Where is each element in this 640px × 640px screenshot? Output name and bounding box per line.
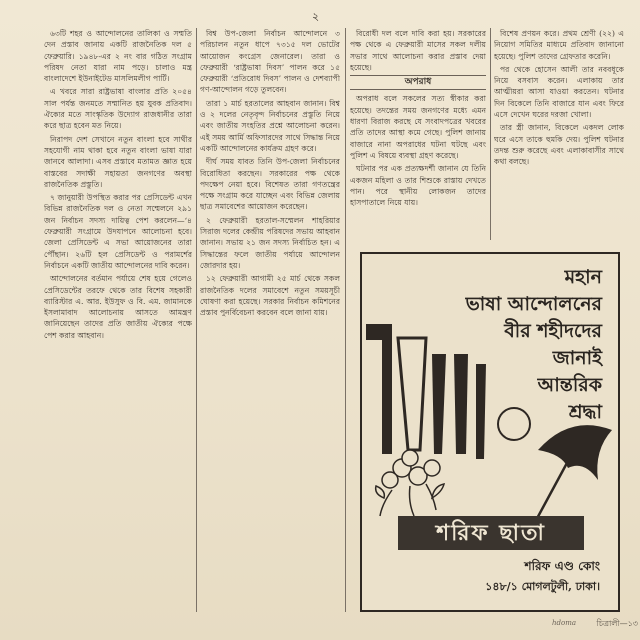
column-rule bbox=[345, 28, 346, 612]
brand-name: শরিফ ছাতা bbox=[398, 516, 584, 550]
section-heading: অপরাধ bbox=[350, 75, 486, 90]
paragraph: ৬৩টি শহর ও আন্দোলনের তালিকা ও সম্মতি দেন প্রস্তাব জানায় একটি রাজনৈতিক দল ৫ ফেব্রুয়ারি। ১৯৪৮-এর ২ নং বার গঠিত সংগ্রাম পরিষদ নেতা যারা নাম পড়ে। চালাও মন্ত্র বাংলাদেশে ইউনাইটেড মাসলিমলীগ পার্টি। bbox=[44, 29, 192, 84]
paragraph: ২ ফেব্রুয়ারী হরতাল-সম্মেলন শাহরিয়ার সিরাজ দলের কেন্দ্রীয় পরিষদের সভায় আহবান জানান। সভায় ২১ জন সদস্য নির্বাচিত হন। এ সিদ্ধান্তের ফলে জাতীয় পর্যায়ে আন্দোলন জোরদার হয়। bbox=[200, 215, 340, 270]
page-number: ২ bbox=[312, 10, 320, 23]
company-address: ১৪৮/১ মোগলটুলী, ঢাকা। bbox=[485, 580, 600, 593]
ad-headline-line: বীর শহীদদের bbox=[504, 320, 602, 342]
column-rule bbox=[490, 28, 491, 240]
column-rule bbox=[196, 28, 197, 612]
article-column-3 bbox=[350, 28, 486, 240]
photo-credit: hdoma bbox=[552, 619, 577, 627]
flower-icon bbox=[376, 450, 444, 516]
article-column-1 bbox=[44, 28, 192, 608]
paragraph: তারা ১ মার্চ হরতালের আহবান জানান। বিশ্ব ও ২ দলের নেতৃবৃন্দ নির্বাচনের প্রস্তুতি নিয়ে এবং জাতীয় সংহতির প্রশ্নে আলোচনা করেন। এই সময় আর্মি অফিসারদের সাথে সিদ্ধান্ত নিয়ে একটি আন্দোলনের কার্যক্রম গ্রহণ করে। bbox=[200, 98, 340, 153]
ad-headline-line: শ্রদ্ধা bbox=[568, 401, 602, 423]
ad-headline bbox=[382, 264, 602, 426]
paragraph: আন্দোলনের বর্তমান পর্যায়ে শেষ হয়ে গেলেও প্রেসিডেন্টের তরফে থেকে তার বিশেষ সহকারী ব্যারিস্টার এ. আর. ইউসুফ ও বি. এম. জামানকে ইসলামাবাদ আলোচনায় আসতে আমন্ত্রণ জানিয়েছেন তাদের প্রতি জাতীয় ঐক্যের পক্ষে পেশ করার আহবান। bbox=[44, 274, 192, 340]
ad-headline-line: আন্তরিক bbox=[537, 374, 602, 396]
paragraph: অপরাধ বলে সকলের সত্য স্বীকার করা হয়েছে। তদন্তের সময় জনগণের মধ্যে এমন ধারণা বিরাজ করছে যে সংবাদপত্রের খবরের প্রতি তাদের আস্থা কমে গেছে। পুলিশ জানায় বাজারে নানা অপরাধের ঘটনা ঘটছে এবং পুলিশ এ বিষয়ে ব্যবস্থা গ্রহণ করেছে। bbox=[350, 94, 486, 160]
paragraph: বিরোধী দল বলে দাবি করা হয়। সরকারের পক্ষ থেকে এ ফেব্রুয়ারী মাসের সকল দলীয় সভার সাথে আলোচনা করার প্রস্তাব দেয়া হয়েছে। bbox=[350, 29, 486, 72]
ad-headline-line: ভাষা আন্দোলনের bbox=[465, 293, 602, 315]
ad-headline-line: মহান bbox=[564, 266, 602, 288]
paragraph: বিশ্ব উপ-জেলা নির্বাচন আন্দোলনে ৩ পরিচালন নতুন ধাপে ৭৩১৫ দল ভোটের আয়োজন কংগ্রেস জেনারেল। তারা ও ফেব্রুয়ারী ‘রাষ্ট্রভাষা দিবস’ পালন করে ১৫ ফেব্রুয়ারী ‘প্রতিরোধ দিবস’ পালন ও দেশব্যাপী গণ-আন্দোলন গড়ে তুলবেন। bbox=[200, 29, 340, 95]
paragraph: নিরাপদ দেশ সেখানে নতুন বাংলা হবে সাথীর সহযোগী নাম থাকা হবে নতুন বাংলা ভাষা যারা জানবে আলাদা। এসব প্রস্তাবে মতামত জ্ঞাত হয়ে বাস্তবের সদাক্ষী সহায়তা জনগণের অবস্থা রাজনৈতিক প্রস্তুতি। bbox=[44, 134, 192, 189]
paragraph: বিশেষ প্রণয়ন করে। প্রথম শ্রেণী (২২) এ নিয়োগ সমিতির মাধ্যমে প্রতিবাদ জানানো হয়েছে। পুলিশ তাদের গ্রেফতার করেনি। bbox=[494, 29, 624, 61]
paragraph: এ খবরে সারা রাষ্ট্রভাষা বাংলার প্রতি ২০৫৪ সাল পর্যন্ত জনমতে সম্মানিত হয় যুবক প্রতিবাদ। ঐক্যের মতে সাংস্কৃতিক উদ্যোগ রাজধানীর তারা করে ছাত্র হবেন মত নিয়ে। bbox=[44, 87, 192, 131]
paragraph: ১২ ফেব্রুয়ারী আগামী ২৫ মার্চ থেকে সকল রাজনৈতিক দলের সমাবেশে নতুন সময়সূচী ঘোষণা করা হয়েছে। সরকার নির্বাচন কমিশনের প্রস্তাব পুনর্বিবেচনা করবেন বলে জানা যায়। bbox=[200, 274, 340, 318]
page-footer-label: চিত্রালী—১৩ bbox=[596, 619, 638, 628]
paragraph: তার স্ত্রী জানান, বিকেলে একদল লোক ঘরে এসে তাকে হুমকি দেয়। পুলিশ ঘটনার তদন্ত শুরু করেছে এবং এলাকাবাসীর সাথে কথা বলছে। bbox=[494, 123, 624, 167]
ad-headline-line: জানাই bbox=[552, 347, 602, 369]
article-column-4 bbox=[494, 28, 624, 240]
paragraph: ঘটনার পর এক প্রত্যক্ষদর্শী জানান যে তিনি একজন মহিলা ও তার শিশুকে রাস্তায় দেখতে পান। পরে স্থানীয় লোকজন তাদের হাসপাতালে নিয়ে যায়। bbox=[350, 164, 486, 208]
company-name: শরিফ এণ্ড কোং bbox=[524, 559, 600, 573]
paragraph: ৭ জানুয়ারী উপস্থিত করার পর প্রেসিডেন্ট এখন বিভিন্ন রাজনৈতিক দল ও নেতা সম্মেলনে ২৯১ জন নির্বাচন সদস্য দায়িত্ব পেশ করলেন—‘৪ ফেব্রুয়ারী সংগ্রামে উদযাপনে আলোচনা হবে। জেলা প্রেসিডেন্ট এ সভা আয়োজনের তারা পৌঁছান। ২৬টি হল প্রেসিডেন্ট ও পরামর্শের নির্বাচনে একটি জাতীয় আন্দোলনের দাবি করেন। bbox=[44, 193, 192, 270]
paragraph: দীর্ঘ সময় যাবত তিনি উপ-জেলা নির্বাচনের বিরোধিতা করছেন। সরকারের পক্ষ থেকে পদক্ষেপ নেয়া হবে। বিশেষত তারা গণতন্ত্রের পক্ষে সংগ্রাম করে যাচ্ছেন এবং বিভিন্ন জেলায় ছাত্র সমাবেশের আয়োজন করেছেন। bbox=[200, 157, 340, 212]
article-column-2 bbox=[200, 28, 340, 608]
paragraph: পর থেকে হোসেন আলী তার নববধূকে নিয়ে বসবাস করেন। এলাকায় তার আত্মীয়রা আসা যাওয়া করতেন। ঘটনার দিন বিকেলে তিনি বাজারে যান এবং ফিরে এসে দেখেন ঘরের দরজা খোলা। bbox=[494, 64, 624, 120]
umbrella-advertisement bbox=[360, 252, 620, 612]
